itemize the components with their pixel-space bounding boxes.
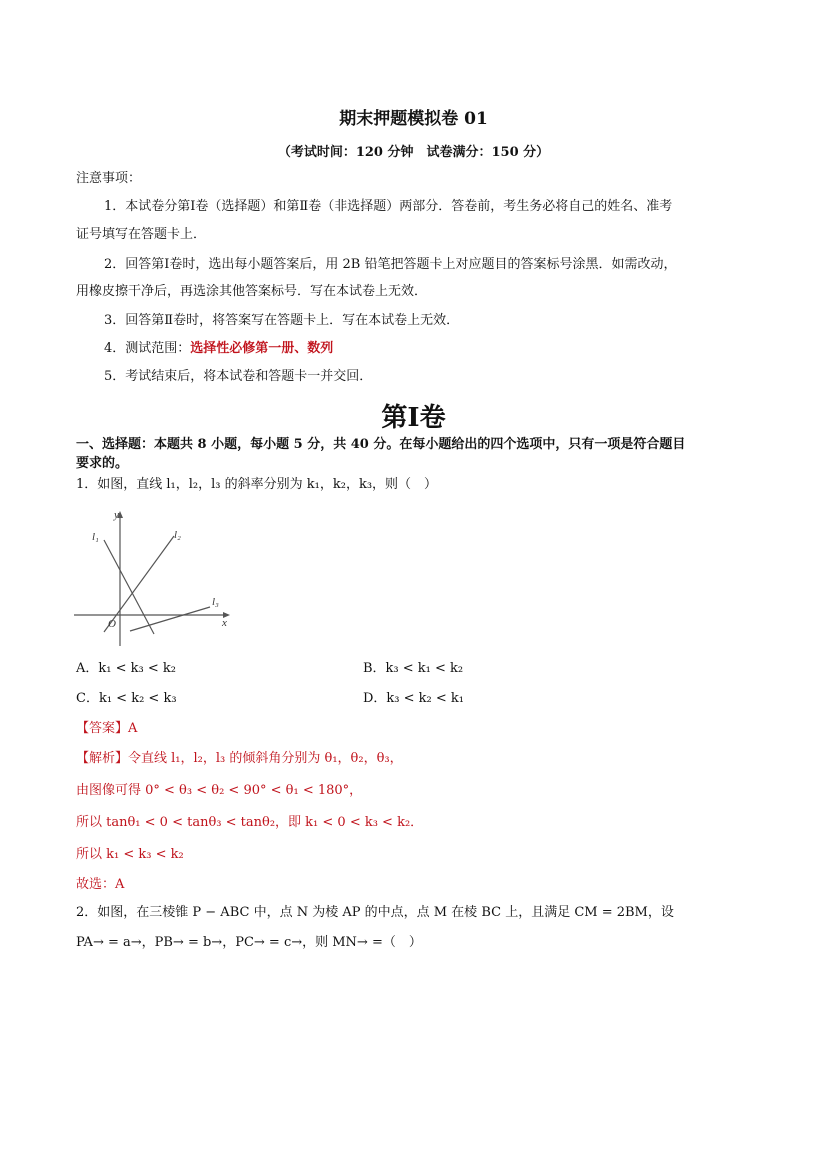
notice-item-3: 3．回答第Ⅱ卷时，将答案写在答题卡上．写在本试卷上无效． (104, 313, 460, 328)
question-2-line-2: PA→ = a→，PB→ = b→，PC→ = c→，则 MN→ =（ ） (76, 935, 422, 950)
notice-item-5: 5．考试结束后，将本试卷和答题卡一并交回． (104, 369, 373, 384)
test-scope: 选择性必修第一册、数列 (190, 341, 334, 356)
lines-graph (72, 506, 237, 648)
question-1-answer: 【答案】A (76, 721, 138, 736)
question-1-analysis-2: 由图像可得 0° < θ₃ < θ₂ < 90° < θ₁ < 180°， (76, 783, 363, 798)
question-2-line-1: 2．如图，在三棱锥 P − ABC 中，点 N 为棱 AP 的中点，点 M 在棱 BC 上，且满足 CM = 2BM，设 (76, 905, 674, 920)
question-1-option-d: D．k₃ < k₂ < k₁ (363, 691, 465, 706)
l2-label: l₂ (174, 529, 181, 541)
notice-item-4 (104, 340, 333, 358)
section-instructions-line-2: 要求的。 (76, 456, 129, 471)
question-1-figure (72, 506, 237, 648)
l1-label: l₁ (92, 531, 99, 543)
section-title: 第Ⅰ卷 (381, 403, 446, 433)
notice-item-2-line-1: 2．回答第Ⅰ卷时，选出每小题答案后，用 2B 铅笔把答题卡上对应题目的答案标号涂黑．如需改动， (104, 257, 677, 272)
l3-label: l₃ (212, 596, 219, 608)
question-1-option-b: B．k₃ < k₁ < k₂ (363, 661, 464, 676)
notice-item-4-prefix: 4．测试范围： (104, 341, 191, 356)
notice-item-1-line-1: 1．本试卷分第Ⅰ卷（选择题）和第Ⅱ卷（非选择题）两部分．答卷前，考生务必将自己的姓名、准考 (104, 199, 673, 214)
question-1-analysis-1: 【解析】令直线 l₁，l₂，l₃ 的倾斜角分别为 θ₁，θ₂，θ₃， (76, 751, 403, 766)
question-1-analysis-3: 所以 tanθ₁ < 0 < tanθ₃ < tanθ₂，即 k₁ < 0 < k₃ < k₂． (76, 815, 424, 830)
notice-item-2-line-2: 用橡皮擦干净后，再选涂其他答案标号．写在本试卷上无效． (76, 284, 428, 299)
section-instructions-line-1: 一、选择题：本题共 8 小题，每小题 5 分，共 40 分。在每小题给出的四个选项中，只有一项是符合题目 (76, 437, 686, 452)
notice-heading: 注意事项： (76, 171, 142, 186)
notice-item-1-line-2: 证号填写在答题卡上． (76, 227, 207, 242)
question-1-option-a: A．k₁ < k₃ < k₂ (76, 661, 176, 676)
question-1-conclusion: 故选：A (76, 877, 125, 892)
question-1-option-c: C．k₁ < k₂ < k₃ (76, 691, 177, 706)
question-1-stem: 1．如图，直线 l₁，l₂，l₃ 的斜率分别为 k₁，k₂，k₃，则（ ） (76, 477, 438, 492)
exam-meta: （考试时间：120 分钟 试卷满分：150 分） (277, 145, 550, 160)
question-1-analysis-4: 所以 k₁ < k₃ < k₂ (76, 847, 184, 862)
origin-label: O (108, 618, 116, 630)
y-axis-label: y (114, 509, 119, 521)
page-title: 期末押题模拟卷 01 (339, 109, 488, 129)
x-axis-label: x (222, 617, 227, 629)
